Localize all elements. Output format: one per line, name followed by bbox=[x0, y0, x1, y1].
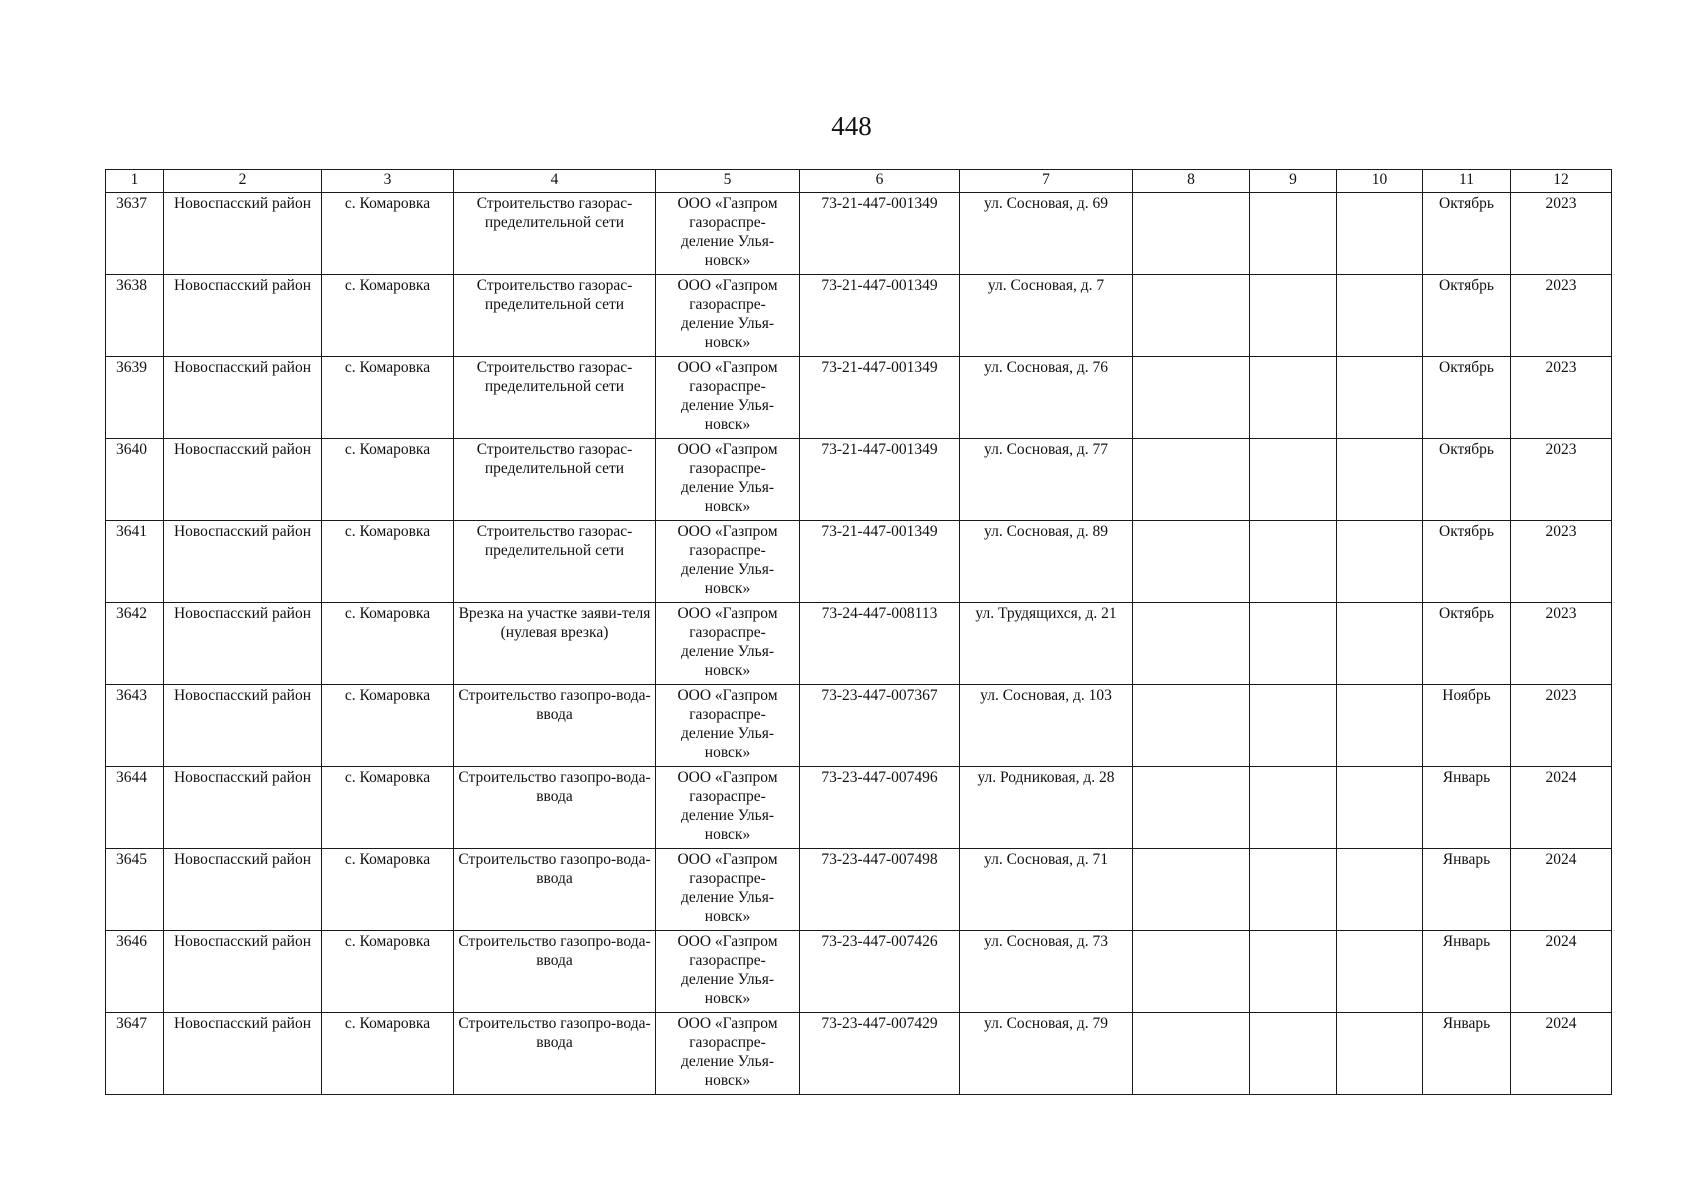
cell-settlement: с. Комаровка bbox=[322, 439, 454, 521]
cell-month: Октябрь bbox=[1423, 603, 1511, 685]
cell-col-10 bbox=[1337, 767, 1423, 849]
cell-col-9 bbox=[1250, 521, 1337, 603]
column-header: 7 bbox=[960, 170, 1133, 193]
cell-organization: ООО «Газпром газораспре-деление Улья-новск» bbox=[656, 275, 800, 357]
cell-year: 2024 bbox=[1511, 931, 1612, 1013]
cell-month: Январь bbox=[1423, 931, 1511, 1013]
cell-district: Новоспасский район bbox=[164, 521, 322, 603]
cell-settlement: с. Комаровка bbox=[322, 357, 454, 439]
cell-work-type: Строительство газопро-вода-ввода bbox=[454, 849, 656, 931]
cell-address: ул. Сосновая, д. 69 bbox=[960, 193, 1133, 275]
cell-col-9 bbox=[1250, 439, 1337, 521]
table-row bbox=[106, 685, 1612, 767]
cell-record-number: 3646 bbox=[106, 931, 164, 1013]
cell-settlement: с. Комаровка bbox=[322, 1013, 454, 1095]
column-header: 12 bbox=[1511, 170, 1612, 193]
cell-col-10 bbox=[1337, 849, 1423, 931]
cell-col-10 bbox=[1337, 931, 1423, 1013]
cell-col-8 bbox=[1133, 603, 1250, 685]
cell-work-type: Строительство газорас-пределительной сети bbox=[454, 193, 656, 275]
cell-work-type: Строительство газорас-пределительной сети bbox=[454, 357, 656, 439]
cell-month: Январь bbox=[1423, 849, 1511, 931]
cell-address: ул. Сосновая, д. 77 bbox=[960, 439, 1133, 521]
cell-col-8 bbox=[1133, 521, 1250, 603]
cell-year: 2024 bbox=[1511, 849, 1612, 931]
cell-month: Октябрь bbox=[1423, 193, 1511, 275]
cell-address: ул. Сосновая, д. 103 bbox=[960, 685, 1133, 767]
cell-year: 2023 bbox=[1511, 275, 1612, 357]
cell-district: Новоспасский район bbox=[164, 193, 322, 275]
cell-col-10 bbox=[1337, 685, 1423, 767]
cell-organization: ООО «Газпром газораспре-деление Улья-новск» bbox=[656, 357, 800, 439]
column-header: 3 bbox=[322, 170, 454, 193]
cell-address: ул. Трудящихся, д. 21 bbox=[960, 603, 1133, 685]
cell-settlement: с. Комаровка bbox=[322, 685, 454, 767]
cell-record-number: 3647 bbox=[106, 1013, 164, 1095]
cell-col-10 bbox=[1337, 1013, 1423, 1095]
cell-organization: ООО «Газпром газораспре-деление Улья-новск» bbox=[656, 849, 800, 931]
column-header: 8 bbox=[1133, 170, 1250, 193]
cell-address: ул. Родниковая, д. 28 bbox=[960, 767, 1133, 849]
table-row bbox=[106, 603, 1612, 685]
cell-month: Январь bbox=[1423, 767, 1511, 849]
table-row bbox=[106, 193, 1612, 275]
page-number: 448 bbox=[831, 111, 872, 141]
cell-work-type: Строительство газопро-вода-ввода bbox=[454, 1013, 656, 1095]
table-row bbox=[106, 275, 1612, 357]
cell-district: Новоспасский район bbox=[164, 603, 322, 685]
cell-district: Новоспасский район bbox=[164, 439, 322, 521]
cell-work-type: Строительство газорас-пределительной сети bbox=[454, 439, 656, 521]
cell-work-type: Строительство газопро-вода-ввода bbox=[454, 685, 656, 767]
table-row bbox=[106, 849, 1612, 931]
cell-col-10 bbox=[1337, 357, 1423, 439]
table-row bbox=[106, 767, 1612, 849]
cell-col-8 bbox=[1133, 439, 1250, 521]
column-header: 6 bbox=[800, 170, 960, 193]
cell-col-8 bbox=[1133, 849, 1250, 931]
cell-year: 2024 bbox=[1511, 767, 1612, 849]
cell-month: Ноябрь bbox=[1423, 685, 1511, 767]
cell-col-9 bbox=[1250, 357, 1337, 439]
cell-application-number: 73-21-447-001349 bbox=[800, 439, 960, 521]
cell-year: 2023 bbox=[1511, 521, 1612, 603]
cell-settlement: с. Комаровка bbox=[322, 931, 454, 1013]
cell-settlement: с. Комаровка bbox=[322, 193, 454, 275]
cell-col-9 bbox=[1250, 849, 1337, 931]
cell-record-number: 3639 bbox=[106, 357, 164, 439]
cell-application-number: 73-23-447-007429 bbox=[800, 1013, 960, 1095]
cell-record-number: 3638 bbox=[106, 275, 164, 357]
cell-work-type: Строительство газорас-пределительной сети bbox=[454, 521, 656, 603]
cell-organization: ООО «Газпром газораспре-деление Улья-новск» bbox=[656, 603, 800, 685]
cell-district: Новоспасский район bbox=[164, 849, 322, 931]
cell-year: 2023 bbox=[1511, 439, 1612, 521]
cell-district: Новоспасский район bbox=[164, 931, 322, 1013]
cell-application-number: 73-21-447-001349 bbox=[800, 521, 960, 603]
cell-record-number: 3642 bbox=[106, 603, 164, 685]
column-header: 1 bbox=[106, 170, 164, 193]
table-row bbox=[106, 931, 1612, 1013]
cell-application-number: 73-23-447-007498 bbox=[800, 849, 960, 931]
cell-col-10 bbox=[1337, 439, 1423, 521]
cell-record-number: 3643 bbox=[106, 685, 164, 767]
column-header: 11 bbox=[1423, 170, 1511, 193]
cell-application-number: 73-23-447-007496 bbox=[800, 767, 960, 849]
cell-col-10 bbox=[1337, 603, 1423, 685]
cell-col-9 bbox=[1250, 193, 1337, 275]
cell-record-number: 3640 bbox=[106, 439, 164, 521]
cell-address: ул. Сосновая, д. 89 bbox=[960, 521, 1133, 603]
cell-col-8 bbox=[1133, 1013, 1250, 1095]
cell-address: ул. Сосновая, д. 73 bbox=[960, 931, 1133, 1013]
cell-address: ул. Сосновая, д. 79 bbox=[960, 1013, 1133, 1095]
cell-district: Новоспасский район bbox=[164, 1013, 322, 1095]
cell-year: 2023 bbox=[1511, 685, 1612, 767]
cell-month: Октябрь bbox=[1423, 357, 1511, 439]
column-header: 5 bbox=[656, 170, 800, 193]
cell-work-type: Врезка на участке заяви-теля (нулевая врезка) bbox=[454, 603, 656, 685]
cell-work-type: Строительство газопро-вода-ввода bbox=[454, 767, 656, 849]
cell-month: Октябрь bbox=[1423, 439, 1511, 521]
cell-year: 2023 bbox=[1511, 603, 1612, 685]
cell-col-8 bbox=[1133, 931, 1250, 1013]
cell-col-8 bbox=[1133, 193, 1250, 275]
cell-year: 2023 bbox=[1511, 193, 1612, 275]
cell-organization: ООО «Газпром газораспре-деление Улья-новск» bbox=[656, 931, 800, 1013]
cell-address: ул. Сосновая, д. 76 bbox=[960, 357, 1133, 439]
cell-col-8 bbox=[1133, 767, 1250, 849]
cell-record-number: 3637 bbox=[106, 193, 164, 275]
cell-col-10 bbox=[1337, 275, 1423, 357]
cell-district: Новоспасский район bbox=[164, 357, 322, 439]
cell-record-number: 3644 bbox=[106, 767, 164, 849]
cell-application-number: 73-21-447-001349 bbox=[800, 275, 960, 357]
cell-col-10 bbox=[1337, 193, 1423, 275]
cell-organization: ООО «Газпром газораспре-деление Улья-новск» bbox=[656, 439, 800, 521]
header-row bbox=[106, 170, 1612, 193]
cell-application-number: 73-21-447-001349 bbox=[800, 357, 960, 439]
cell-application-number: 73-23-447-007426 bbox=[800, 931, 960, 1013]
cell-district: Новоспасский район bbox=[164, 767, 322, 849]
cell-settlement: с. Комаровка bbox=[322, 603, 454, 685]
cell-work-type: Строительство газопро-вода-ввода bbox=[454, 931, 656, 1013]
cell-col-10 bbox=[1337, 521, 1423, 603]
cell-address: ул. Сосновая, д. 7 bbox=[960, 275, 1133, 357]
cell-record-number: 3641 bbox=[106, 521, 164, 603]
cell-organization: ООО «Газпром газораспре-деление Улья-новск» bbox=[656, 1013, 800, 1095]
cell-month: Октябрь bbox=[1423, 521, 1511, 603]
cell-col-9 bbox=[1250, 931, 1337, 1013]
cell-organization: ООО «Газпром газораспре-деление Улья-новск» bbox=[656, 685, 800, 767]
cell-application-number: 73-21-447-001349 bbox=[800, 193, 960, 275]
cell-year: 2023 bbox=[1511, 357, 1612, 439]
column-header: 9 bbox=[1250, 170, 1337, 193]
column-header: 2 bbox=[164, 170, 322, 193]
cell-organization: ООО «Газпром газораспре-деление Улья-новск» bbox=[656, 521, 800, 603]
cell-month: Январь bbox=[1423, 1013, 1511, 1095]
cell-settlement: с. Комаровка bbox=[322, 275, 454, 357]
cell-settlement: с. Комаровка bbox=[322, 521, 454, 603]
cell-work-type: Строительство газорас-пределительной сети bbox=[454, 275, 656, 357]
cell-district: Новоспасский район bbox=[164, 275, 322, 357]
cell-col-9 bbox=[1250, 685, 1337, 767]
table-row bbox=[106, 357, 1612, 439]
cell-application-number: 73-24-447-008113 bbox=[800, 603, 960, 685]
cell-col-9 bbox=[1250, 767, 1337, 849]
data-table bbox=[105, 169, 1612, 1095]
cell-settlement: с. Комаровка bbox=[322, 849, 454, 931]
cell-record-number: 3645 bbox=[106, 849, 164, 931]
cell-application-number: 73-23-447-007367 bbox=[800, 685, 960, 767]
table-row bbox=[106, 1013, 1612, 1095]
cell-organization: ООО «Газпром газораспре-деление Улья-новск» bbox=[656, 767, 800, 849]
table-body bbox=[106, 193, 1612, 1095]
cell-organization: ООО «Газпром газораспре-деление Улья-новск» bbox=[656, 193, 800, 275]
cell-year: 2024 bbox=[1511, 1013, 1612, 1095]
cell-district: Новоспасский район bbox=[164, 685, 322, 767]
table-row bbox=[106, 521, 1612, 603]
column-header: 10 bbox=[1337, 170, 1423, 193]
cell-col-9 bbox=[1250, 275, 1337, 357]
table-row bbox=[106, 439, 1612, 521]
cell-address: ул. Сосновая, д. 71 bbox=[960, 849, 1133, 931]
cell-col-8 bbox=[1133, 685, 1250, 767]
cell-col-9 bbox=[1250, 603, 1337, 685]
cell-month: Октябрь bbox=[1423, 275, 1511, 357]
cell-settlement: с. Комаровка bbox=[322, 767, 454, 849]
cell-col-8 bbox=[1133, 275, 1250, 357]
cell-col-8 bbox=[1133, 357, 1250, 439]
cell-col-9 bbox=[1250, 1013, 1337, 1095]
column-header: 4 bbox=[454, 170, 656, 193]
